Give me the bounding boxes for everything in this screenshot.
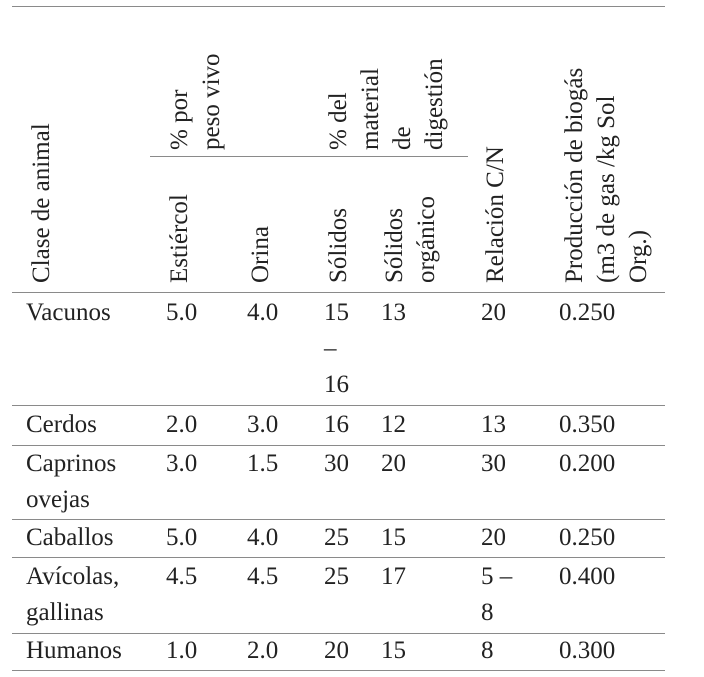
cell-solidos: 20 <box>324 637 349 664</box>
cell-solidos: 16 <box>324 411 349 438</box>
cell-produccion: 0.200 <box>559 450 616 477</box>
cell-estiercol: 5.0 <box>166 524 198 551</box>
cell-orina: 1.5 <box>247 450 279 477</box>
header-clase-de-animal: Clase de animal <box>28 123 55 283</box>
cell-produccion: 0.250 <box>559 299 616 326</box>
cell-solidos-organico: 20 <box>381 450 406 477</box>
cell-relacion-cn: 8 <box>481 637 494 664</box>
cell-orina: 2.0 <box>247 637 279 664</box>
cell-solidos-organico: 15 <box>381 524 406 551</box>
cell-relacion-cn: 20 <box>481 299 506 326</box>
header-bottom-rule <box>12 292 665 293</box>
cell-solidos: 25 <box>324 524 349 551</box>
cell-produccion: 0.400 <box>559 563 616 590</box>
cell-solidos-organico: 15 <box>381 637 406 664</box>
cell-estiercol: 4.5 <box>166 563 198 590</box>
header-estiercol: Estiércol <box>166 194 193 283</box>
cell-solidos-organico: 12 <box>381 411 406 438</box>
cell-relacion-cn: 13 <box>481 411 506 438</box>
header-material-digestion: % del material de digestión <box>325 58 448 150</box>
header-orina: Orina <box>247 226 274 283</box>
header-solidos-organico: Sólidos orgánico <box>381 195 440 283</box>
cell-solidos-organico: 13 <box>381 299 406 326</box>
cell-clase: Caprinos ovejas <box>26 450 117 513</box>
cell-solidos: 25 <box>324 563 349 590</box>
header-produccion-biogas: Producción de biogás (m3 de gas /kg Sol Org.) <box>561 67 652 283</box>
row-rule <box>12 405 665 406</box>
header-solidos: Sólidos <box>325 207 352 283</box>
cell-produccion: 0.300 <box>559 637 616 664</box>
table-top-rule <box>12 6 665 7</box>
row-rule <box>12 557 665 558</box>
cell-clase: Humanos <box>26 637 122 664</box>
cell-relacion-cn: 5 – 8 <box>481 563 513 626</box>
cell-produccion: 0.250 <box>559 524 616 551</box>
cell-relacion-cn: 30 <box>481 450 506 477</box>
cell-clase: Vacunos <box>26 299 111 326</box>
cell-orina: 4.0 <box>247 299 279 326</box>
cell-clase: Caballos <box>26 524 114 551</box>
cell-solidos: 30 <box>324 450 349 477</box>
cell-orina: 3.0 <box>247 411 279 438</box>
cell-solidos: 15 – 16 <box>324 299 349 398</box>
cell-produccion: 0.350 <box>559 411 616 438</box>
header-relacion-cn: Relación C/N <box>482 146 509 283</box>
cell-estiercol: 3.0 <box>166 450 198 477</box>
cell-clase: Cerdos <box>26 411 97 438</box>
cell-solidos-organico: 17 <box>381 563 406 590</box>
cell-orina: 4.5 <box>247 563 279 590</box>
header-peso-vivo: % por peso vivo <box>166 53 225 150</box>
table-bottom-rule <box>12 670 665 671</box>
cell-estiercol: 5.0 <box>166 299 198 326</box>
cell-estiercol: 1.0 <box>166 637 198 664</box>
cell-orina: 4.0 <box>247 524 279 551</box>
group-header-rule <box>150 156 468 157</box>
cell-estiercol: 2.0 <box>166 411 198 438</box>
cell-clase: Avícolas, gallinas <box>26 563 120 626</box>
cell-relacion-cn: 20 <box>481 524 506 551</box>
